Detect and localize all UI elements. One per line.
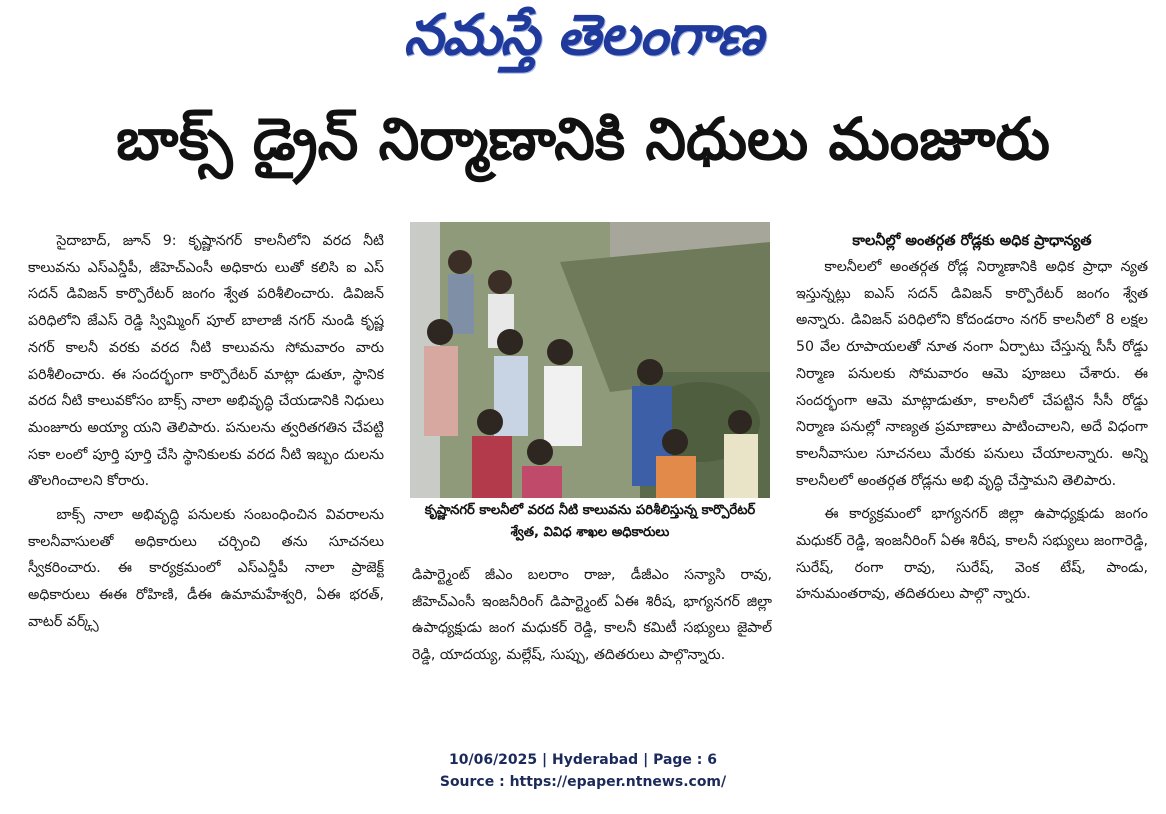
masthead-title: నమస్తే తెలంగాణ — [403, 2, 763, 68]
article-paragraph: బాక్స్ నాలా అభివృద్ధి పనులకు సంబంధించిన వివరాలను కాలనీవాసులతో అధికారులు చర్చించి తను సూచనలు స్వీకరించారు. ఈ కార్యక్రమంలో ఎస్ఎన్డీపీ నాలా ప్రాజెక్ట్ అధికారులు ఈఈ రోహిణి, డీఈ ఉమామహేశ్వరి, ఏఈ భరత్, వాటర్ వర్క్స్ — [28, 507, 384, 630]
article-paragraph: సైదాబాద్, జూన్ 9: కృష్ణానగర్ కాలనీలోని వరద నీటి కాలువను ఎస్ఎన్డీపీ, జీహెచ్ఎంసీ అధికారు లుతో కలిసి ఐ ఎస్ సదన్ డివిజన్ కార్పొరేటర్ జంగం శ్వేత పరిశీలించారు. డివిజన్ పరిధిలోని జేఎస్ రెడ్డి స్విమ్మింగ్ పూల్ బాలాజీ నగర్ నుండి కృష్ణ నగర్ కాలనీ వరకు వరద నీటి కాలువను సోమవారం వారు పరిశీలించారు. ఈ సందర్భంగా కార్పొరేటర్ మాట్లా డుతూ, స్థానిక వరద నీటి కాలువకోసం బాక్స్ నాలా అభివృద్ధి చేయడానికి నిధులు మంజూరు అయ్యా యని తెలిపారు. పనులను త్వరితగతిన చేపట్టి సకా లంలో పూర్తి పూర్తి చేసి స్థానికులకు వరద నీటి ఇబ్బం దులను తొలగించాలని కోరారు. — [28, 233, 384, 490]
article-column-right — [796, 254, 1148, 714]
article-column-left — [28, 228, 384, 718]
headline-text: బాక్స్ డ్రైన్ నిర్మాణానికి నిధులు మంజూరు — [116, 104, 1050, 173]
footer-source: Source : https://epaper.ntnews.com/ — [439, 774, 727, 790]
right-column-subheading: కాలనీల్లో అంతర్గత రోడ్లకు అధిక ప్రాధాన్యత — [852, 233, 1092, 249]
newspaper-masthead — [0, 4, 1166, 80]
article-paragraph: డిపార్ట్మెంట్ జీఎం బలరాం రాజు, డీజీఎం సన్యాసి రావు, జీహెచ్ఎంసీ ఇంజనీరింగ్ డిపార్ట్మెంట్ ఏఈ శిరీష, భాగ్యనగర్ జిల్లా ఉపాధ్యక్షుడు జంగ మధుకర్ రెడ్డి, కాలనీ కమిటీ సభ్యులు జైపాల్ రెడ్డి, యాదయ్య, మల్లేష్, సుప్పు, తదితరులు పాల్గొన్నారు. — [412, 567, 772, 664]
article-paragraph: కాలనీలలో అంతర్గత రోడ్ల నిర్మాణానికి అధిక ప్రాధా న్యత ఇస్తున్నట్లు ఐఎస్ సదన్ డివిజన్ కార్పొరేటర్ జంగం శ్వేత అన్నారు. డివిజన్ పరిధిలోని కోదండరాం నగర్ కాలనీలో 8 లక్షల 50 వేల రూపాయలతో నూత నంగా ఏర్పాటు చేస్తున్న సీసీ రోడ్డు నిర్మాణ పనులకు సోమవారం ఆమె పూజలు చేశారు. ఈ సందర్భంగా ఆమె మాట్లాడుతూ, కాలనీలో చేపట్టిన సీసీ రోడ్డు నిర్మాణ పనుల్లో నాణ్యత ప్రమాణాలు పాటించాలని, అదే విధంగా కాలనీవాసుల సూచనలు మేరకు పనులు చేయాలన్నారు. అన్ని కాలనీలలో అంతర్గత రోడ్లను అభి వృద్ధి చేస్తామని తెలిపారు. — [796, 259, 1148, 489]
photo-illustration — [410, 222, 770, 498]
article-column-middle — [412, 562, 772, 722]
photo-caption: కృష్ణానగర్ కాలనీలో వరద నీటి కాలువను పరిశీలిస్తున్న కార్పొరేటర్ శ్వేత, వివిధ శాఖల అధికారులు — [424, 503, 756, 540]
article-headline — [20, 104, 1146, 188]
article-photo — [410, 222, 770, 498]
article-paragraph: ఈ కార్యక్రమంలో భాగ్యనగర్ జిల్లా ఉపాధ్యక్షుడు జంగం మధుకర్ రెడ్డి, ఇంజనీరింగ్ ఏఈ శిరీష, కాలనీ సభ్యులు జంగారెడ్డి, సురేష్, రంగా రావు, సురేష్, వెంక టేష్, పాండు, హనుమంతరావు, తదితరులు పాల్గొ న్నారు. — [796, 506, 1148, 603]
footer-date-page: 10/06/2025 | Hyderabad | Page : 6 — [448, 752, 718, 768]
